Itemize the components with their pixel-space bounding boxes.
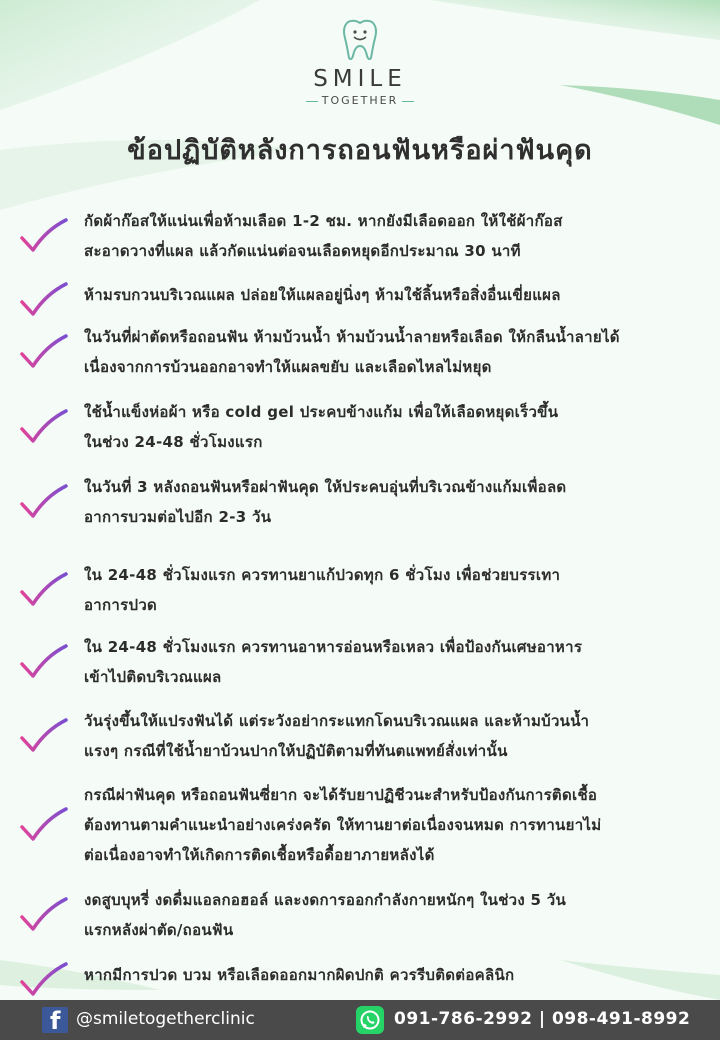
checkmark-icon: [18, 716, 70, 756]
instruction-line: ต่อเนื่องอาจทำให้เกิดการติดเชื้อหรือดื้อยาภายหลังได้: [84, 846, 435, 864]
instruction-line: ในวันที่ 3 หลังถอนฟันหรือผ่าฟันคุด ให้ประคบอุ่นที่บริเวณข้างแก้มเพื่อลด: [84, 478, 567, 496]
instruction-line: ใช้น้ำแข็งห่อผ้า หรือ cold gel ประคบข้างแก้ม เพื่อให้เลือดหยุดเร็วขึ้น: [84, 403, 559, 421]
instruction-line: ต้องทานตามคำแนะนำอย่างเคร่งครัด ให้ทานยาต่อเนื่องจนหมด การทานยาไม่: [84, 816, 602, 834]
instruction-text: [84, 206, 704, 266]
checkmark-icon: [18, 570, 70, 610]
instruction-text: [84, 280, 704, 310]
checkmark-icon: [18, 407, 70, 447]
instruction-line: อาการบวมต่อไปอีก 2-3 วัน: [84, 508, 272, 526]
checkmark-icon: [18, 642, 70, 682]
instruction-line: ในช่วง 24-48 ชั่วโมงแรก: [84, 433, 263, 451]
instruction-text: [84, 472, 704, 532]
instruction-line: อาการปวด: [84, 596, 158, 614]
checkmark-icon: [18, 332, 70, 372]
instruction-line: กัดผ้าก๊อสให้แน่นเพื่อห้ามเลือด 1-2 ชม. หากยังมีเลือดออก ให้ใช้ผ้าก๊อส: [84, 212, 563, 230]
instruction-line: หากมีการปวด บวม หรือเลือดออกมากผิดปกติ ควรรีบติดต่อคลินิก: [84, 966, 515, 984]
instruction-line: ในวันที่ผ่าตัดหรือถอนฟัน ห้ามบ้วนน้ำ ห้ามบ้วนน้ำลายหรือเลือด ให้กลืนน้ำลายได้: [84, 328, 620, 346]
instruction-text: [84, 780, 704, 870]
facebook-handle[interactable]: @smiletogetherclinic: [76, 1009, 255, 1029]
phone-numbers[interactable]: 091-786-2992 | 098-491-8992: [394, 1009, 691, 1029]
checkmark-icon: [18, 482, 70, 522]
instruction-line: ห้ามรบกวนบริเวณแผล ปล่อยให้แผลอยู่นิ่งๆ ห้ามใช้ลิ้นหรือสิ่งอื่นเขี่ยแผล: [84, 286, 561, 304]
instruction-text: [84, 397, 704, 457]
instruction-text: [84, 632, 704, 692]
instruction-line: สะอาดวางที่แผล แล้วกัดแน่นต่อจนเลือดหยุดอีกประมาณ 30 นาที: [84, 242, 521, 260]
instruction-line: กรณีผ่าฟันคุด หรือถอนฟันซี่ยาก จะได้รับยาปฏิชีวนะสำหรับป้องกันการติดเชื้อ: [84, 786, 598, 804]
checkmark-icon: [18, 280, 70, 320]
instruction-text: [84, 960, 704, 990]
checkmark-icon: [18, 895, 70, 935]
instruction-line: วันรุ่งขึ้นให้แปรงฟันได้ แต่ระวังอย่ากระแทกโดนบริเวณแผล และห้ามบ้วนน้ำ: [84, 712, 590, 730]
instruction-line: เข้าไปติดบริเวณแผล: [84, 668, 222, 686]
page-title: ข้อปฏิบัติหลังการถอนฟันหรือผ่าฟันคุด: [127, 135, 593, 166]
checkmark-icon: [18, 960, 70, 1000]
instruction-line: ใน 24-48 ชั่วโมงแรก ควรทานอาหารอ่อนหรือเหลว เพื่อป้องกันเศษอาหาร: [84, 638, 583, 656]
instruction-text: [84, 706, 704, 766]
instruction-line: แรกหลังผ่าตัด/ถอนฟัน: [84, 921, 234, 939]
instruction-line: เนื่องจากการบ้วนออกอาจทำให้แผลขยับ และเลือดไหลไม่หยุด: [84, 358, 492, 376]
brand-name: SMILE: [313, 66, 407, 92]
footer: [0, 1000, 720, 1040]
instruction-text: [84, 885, 704, 945]
facebook-icon[interactable]: f: [42, 1007, 68, 1033]
instruction-line: งดสูบบุหรี่ งดดื่มแอลกอฮอล์ และงดการออกกำลังกายหนักๆ ในช่วง 5 วัน: [84, 891, 567, 909]
checkmark-icon: [18, 805, 70, 845]
instruction-text: [84, 560, 704, 620]
checkmark-icon: [18, 216, 70, 256]
whatsapp-icon[interactable]: [356, 1006, 384, 1034]
brand-sub-label: TOGETHER: [321, 94, 399, 107]
instruction-line: ใน 24-48 ชั่วโมงแรก ควรทานยาแก้ปวดทุก 6 ชั่วโมง เพื่อช่วยบรรเทา: [84, 566, 561, 584]
instruction-text: [84, 322, 704, 382]
instruction-line: แรงๆ กรณีที่ใช้น้ำยาบ้วนปากให้ปฏิบัติตามที่ทันตแพทย์สั่งเท่านั้น: [84, 742, 508, 760]
